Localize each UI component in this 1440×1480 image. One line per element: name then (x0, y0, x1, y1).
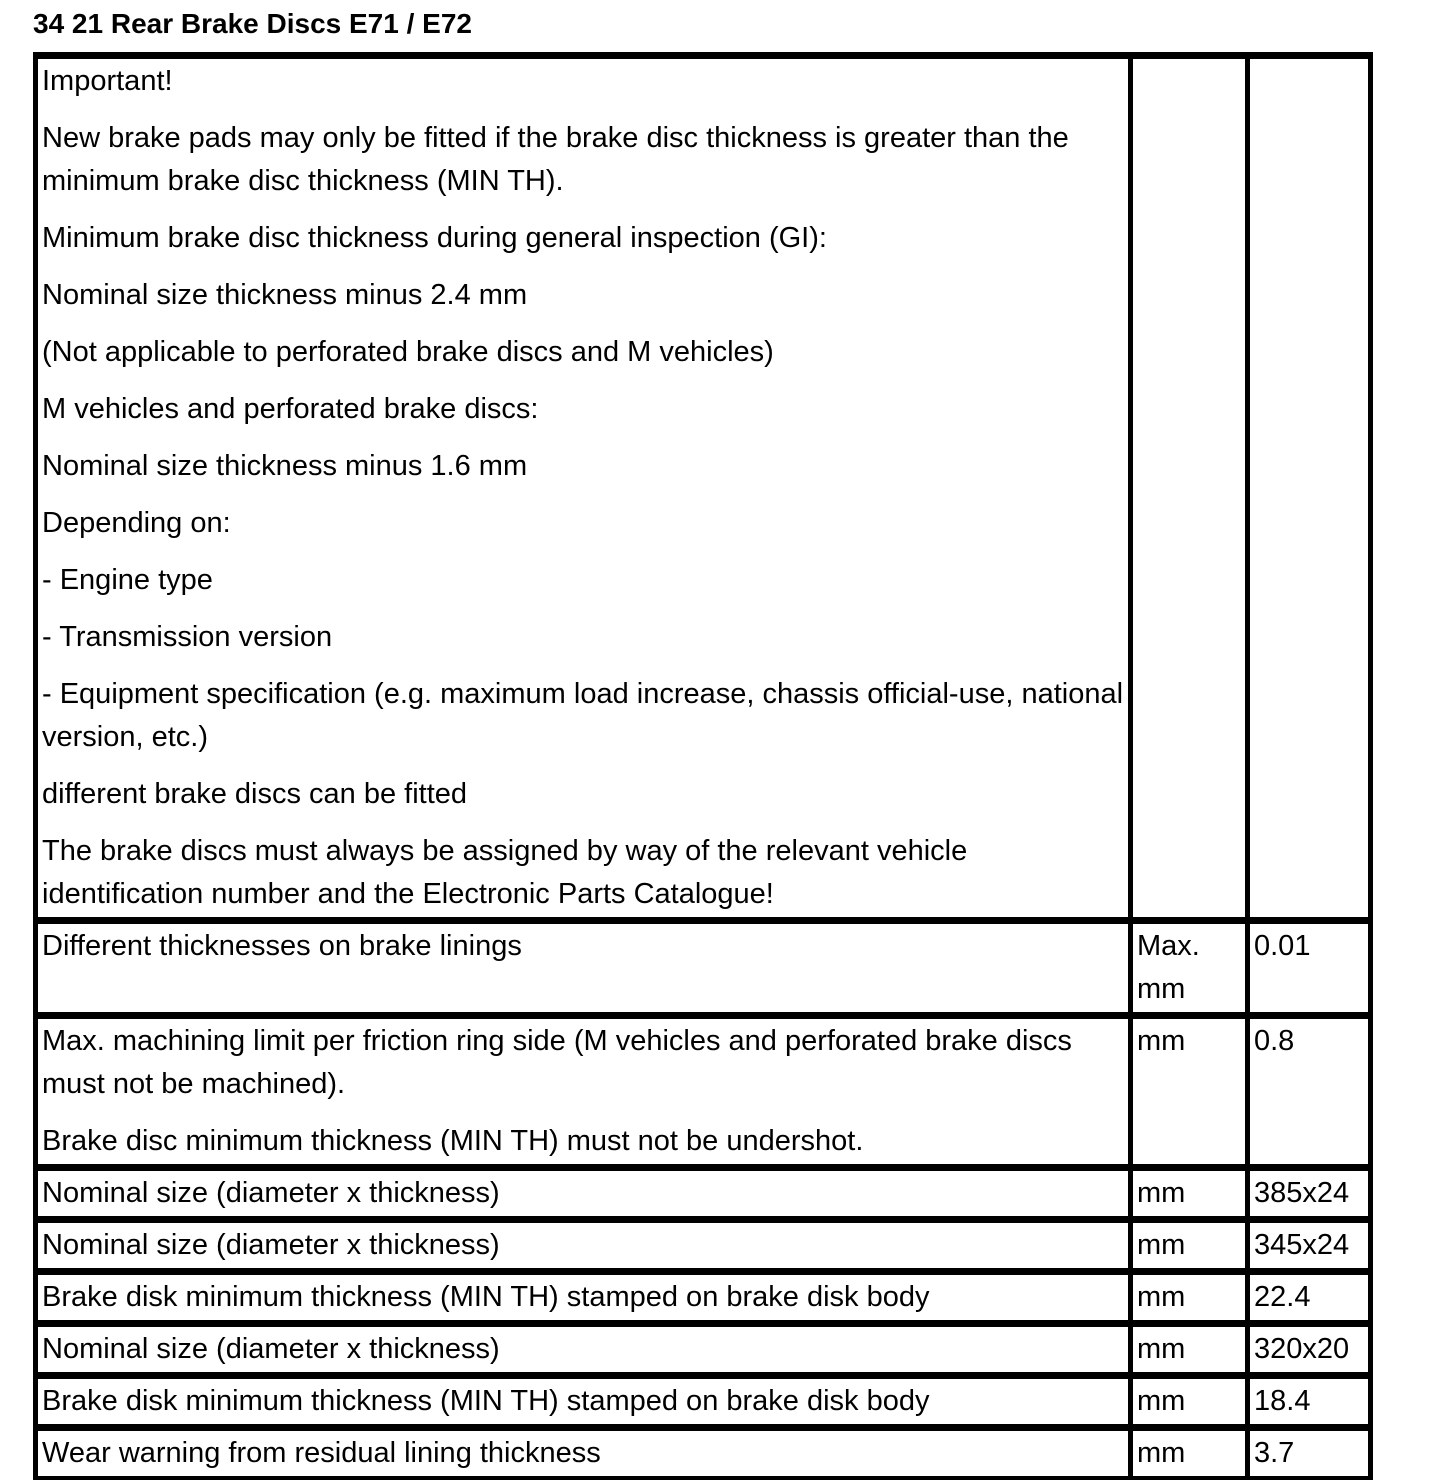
description-paragraph: Depending on: (42, 507, 231, 539)
description-paragraph: Wear warning from residual lining thickness (42, 1437, 601, 1469)
unit-cell: mm (1131, 1376, 1248, 1428)
unit-cell: Max. mm (1131, 921, 1248, 1016)
value-cell: 18.4 (1248, 1376, 1371, 1428)
spec-table (33, 52, 1373, 1480)
description-paragraph: - Equipment specification (e.g. maximum load increase, chassis official-use, national version, etc.) (42, 678, 1124, 753)
description-paragraph: Nominal size (diameter x thickness) (42, 1333, 500, 1365)
description-cell (36, 1168, 1131, 1220)
unit-cell: mm (1131, 1428, 1248, 1480)
value-cell: 345x24 (1248, 1220, 1371, 1272)
table-row (36, 921, 1371, 1016)
description-cell (36, 1376, 1131, 1428)
description-cell (36, 1220, 1131, 1272)
description-paragraph: different brake discs can be fitted (42, 778, 468, 810)
description-cell (36, 56, 1131, 921)
description-cell (36, 1324, 1131, 1376)
description-paragraph: M vehicles and perforated brake discs: (42, 393, 539, 425)
description-paragraph: Brake disk minimum thickness (MIN TH) stamped on brake disk body (42, 1385, 930, 1417)
table-row (36, 1272, 1371, 1324)
value-cell: 320x20 (1248, 1324, 1371, 1376)
description-paragraph: Brake disk minimum thickness (MIN TH) stamped on brake disk body (42, 1281, 930, 1313)
description-paragraph: - Engine type (42, 564, 213, 596)
value-cell: 3.7 (1248, 1428, 1371, 1480)
table-row (36, 1016, 1371, 1168)
description-paragraph: Different thicknesses on brake linings (42, 930, 522, 962)
table-row (36, 1376, 1371, 1428)
unit-cell: mm (1131, 1220, 1248, 1272)
table-row (36, 1220, 1371, 1272)
table-row (36, 1168, 1371, 1220)
description-cell (36, 1016, 1131, 1168)
description-paragraph: New brake pads may only be fitted if the brake disc thickness is greater than the minimum brake disc thickness (MIN TH). (42, 122, 1069, 197)
value-cell: 22.4 (1248, 1272, 1371, 1324)
value-cell: 385x24 (1248, 1168, 1371, 1220)
description-paragraph: (Not applicable to perforated brake discs and M vehicles) (42, 336, 774, 368)
description-cell (36, 1428, 1131, 1480)
table-row (36, 56, 1371, 921)
value-cell (1248, 56, 1371, 921)
description-paragraph: The brake discs must always be assigned by way of the relevant vehicle identification number and the Electronic Parts Catalogue! (42, 835, 968, 910)
description-cell (36, 921, 1131, 1016)
unit-cell: mm (1131, 1016, 1248, 1168)
description-paragraph: Max. machining limit per friction ring side (M vehicles and perforated brake discs must not be machined). (42, 1025, 1072, 1100)
description-paragraph: Minimum brake disc thickness during general inspection (GI): (42, 222, 827, 254)
description-paragraph: - Transmission version (42, 621, 333, 653)
description-paragraph: Nominal size (diameter x thickness) (42, 1177, 500, 1209)
value-cell: 0.01 (1248, 921, 1371, 1016)
unit-cell: mm (1131, 1168, 1248, 1220)
unit-cell (1131, 56, 1248, 921)
description-paragraph: Nominal size thickness minus 1.6 mm (42, 450, 528, 482)
table-row (36, 1428, 1371, 1480)
description-cell (36, 1272, 1131, 1324)
description-paragraph: Nominal size thickness minus 2.4 mm (42, 279, 528, 311)
description-paragraph: Nominal size (diameter x thickness) (42, 1229, 500, 1261)
unit-cell: mm (1131, 1272, 1248, 1324)
value-cell: 0.8 (1248, 1016, 1371, 1168)
unit-cell: mm (1131, 1324, 1248, 1376)
page-title: 34 21 Rear Brake Discs E71 / E72 (33, 8, 472, 39)
table-row (36, 1324, 1371, 1376)
description-paragraph: Important! (42, 65, 173, 97)
description-paragraph: Brake disc minimum thickness (MIN TH) must not be undershot. (42, 1125, 864, 1157)
